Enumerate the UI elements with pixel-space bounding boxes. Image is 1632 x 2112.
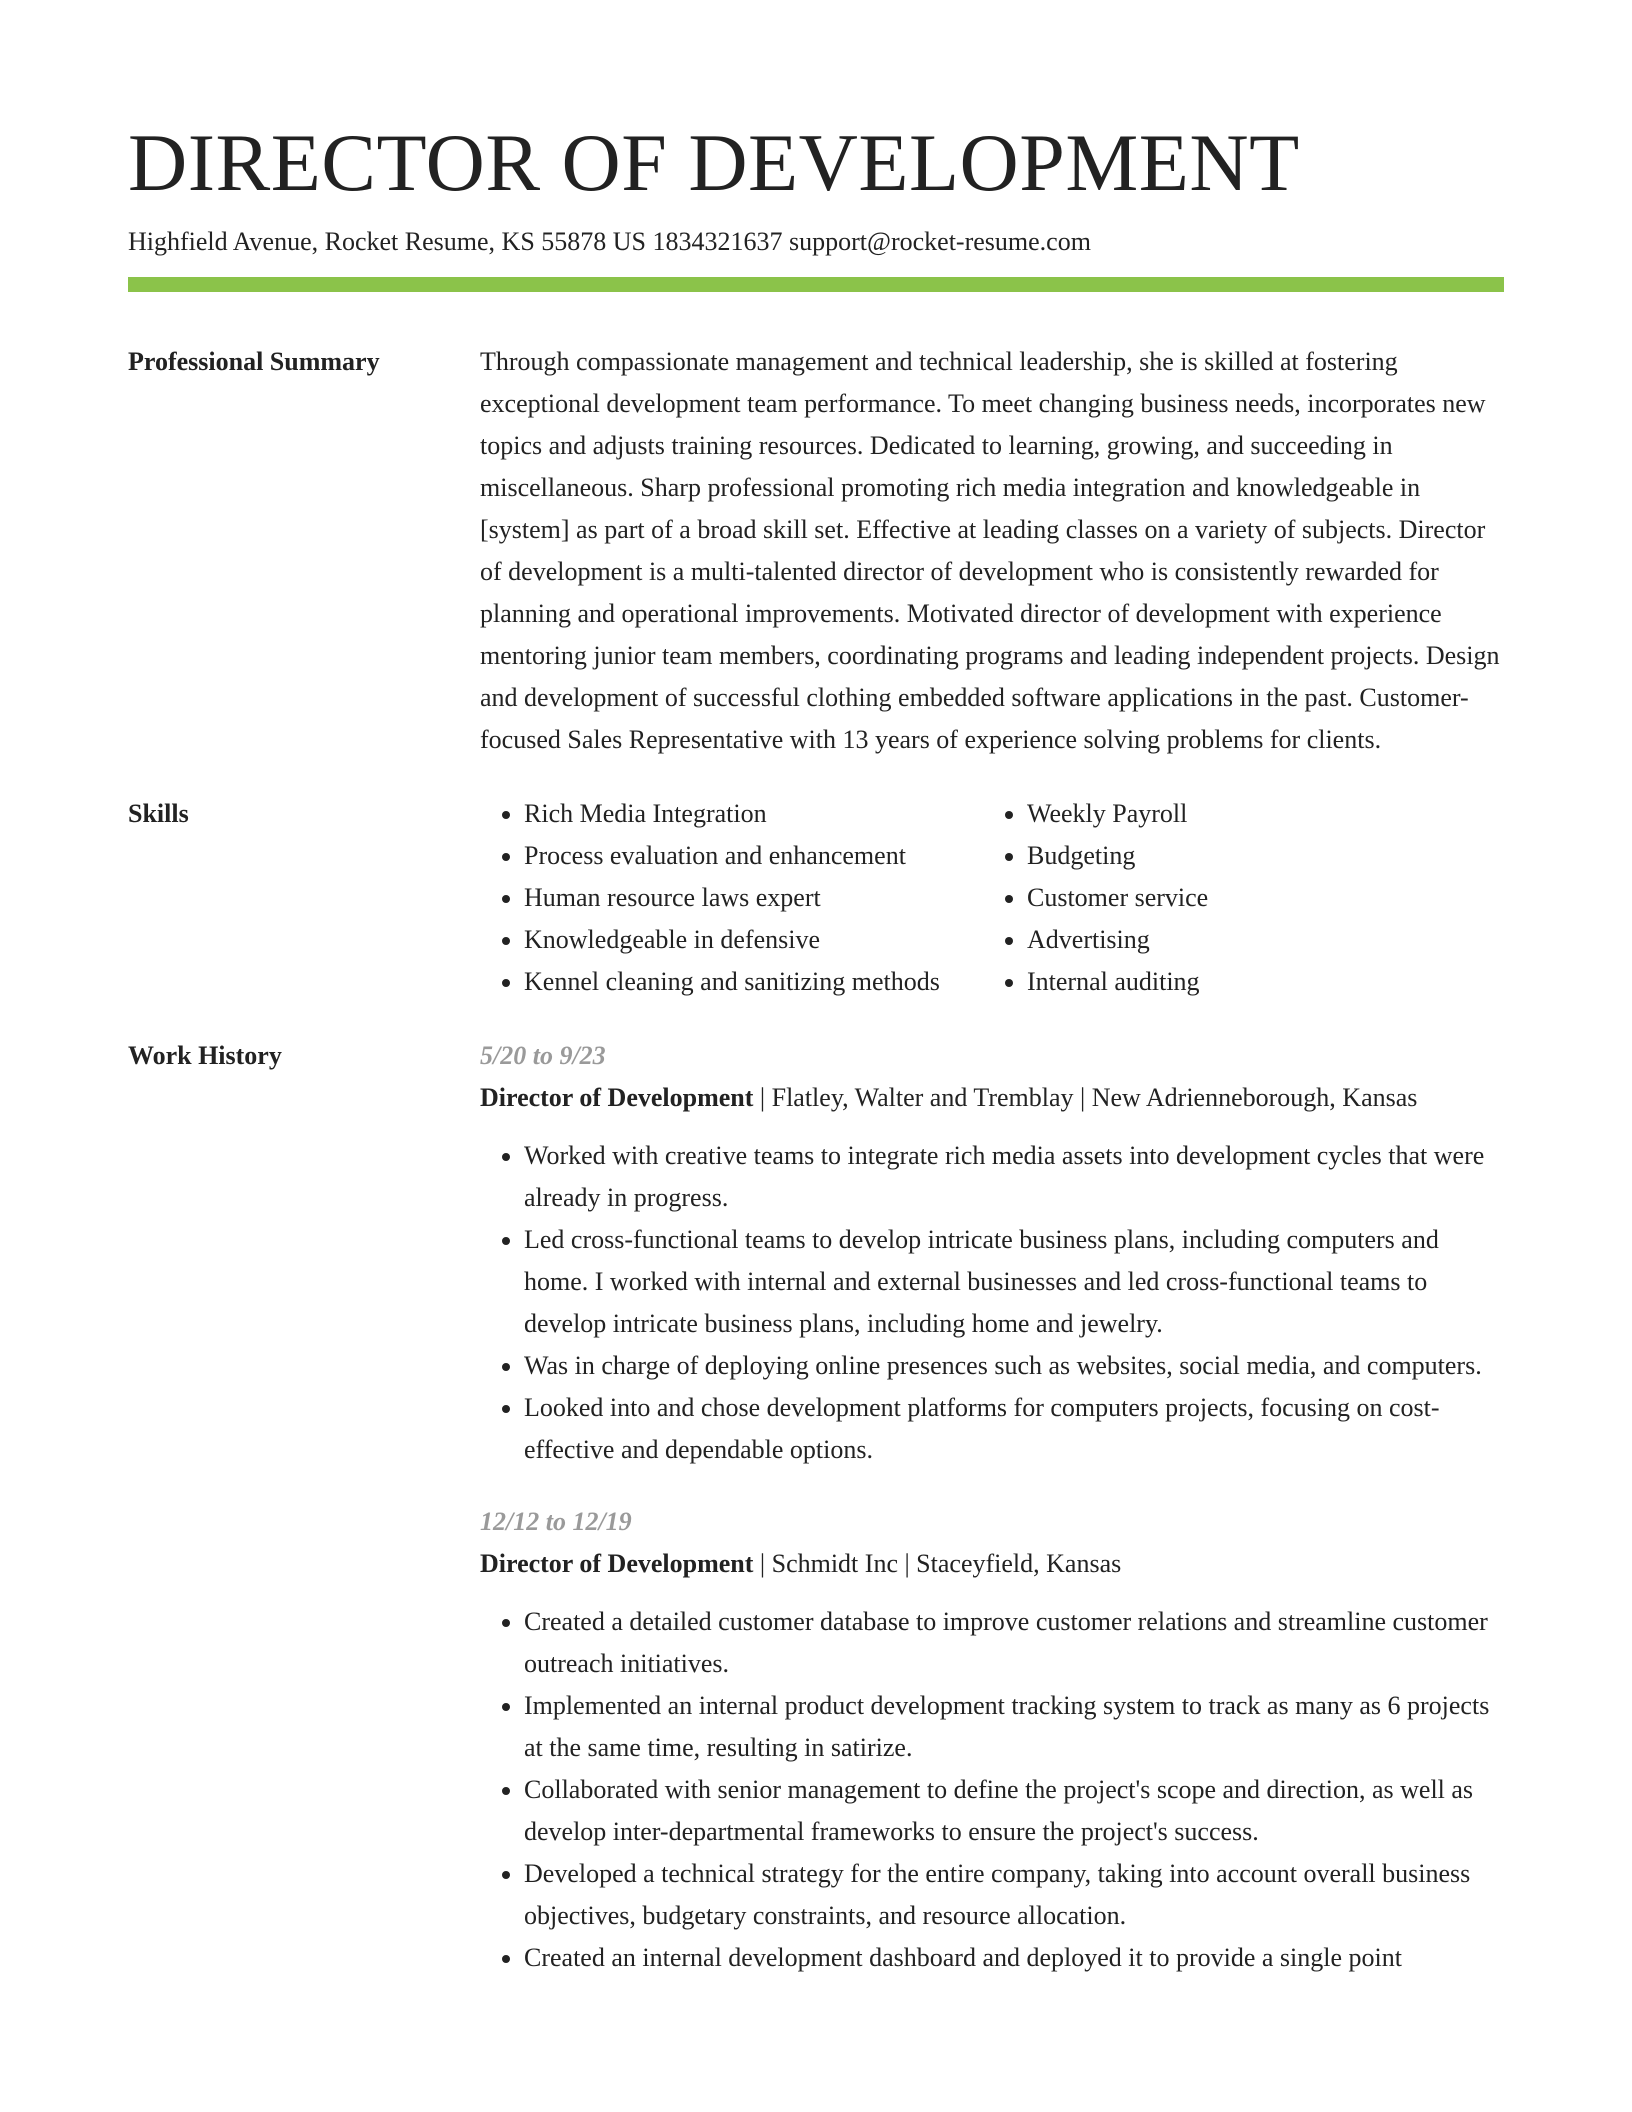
skill-item: • Knowledgeable in defensive [524,919,983,961]
header-divider [128,277,1504,292]
skill-item: • Rich Media Integration [524,793,983,835]
job-details: | Flatley, Walter and Tremblay | New Adrienneborough, Kansas [753,1083,1418,1113]
skills-column-1 [480,793,983,1003]
job-dates: 5/20 to 9/23 [480,1041,606,1071]
work-history-heading: Work History [128,1041,282,1071]
skills-grid [480,793,1504,1003]
job-title: Director of Development [480,1083,754,1113]
job-bullet: • Created a detailed customer database to improve customer relations and streamline customer outreach initiatives. [524,1601,1504,1685]
skill-item: • Internal auditing [1027,961,1208,1003]
skills-heading: Skills [128,799,189,829]
summary-body [480,341,1504,761]
summary-text: Through compassionate management and technical leadership, she is skilled at fostering exceptional development team performance. To meet changing business needs, incorporates new topics and adjusts training resources. Dedicated to learning, growing, and succeeding in miscellaneous. Sharp professional promoting rich media integration and knowledgeable in [system] as part of a broad skill set. Effective at leading classes on a variety of subjects. Director of development is a multi-talented director of development who is consistently rewarded for planning and operational improvements. Motivated director of development with experience mentoring junior team members, coordinating programs and leading independent projects. Design and development of successful clothing embedded software applications in the past. Customer-focused Sales Representative with 13 years of experience solving problems for clients. [480,347,1500,755]
job-entry [480,1501,1504,1979]
job-title-line [480,1077,1504,1119]
skill-item: • Weekly Payroll [1027,793,1208,835]
job-bullet: • Created an internal development dashboard and deployed it to provide a single point [524,1937,1504,1979]
work-history-section [128,1035,1504,1979]
skill-item: • Kennel cleaning and sanitizing methods [524,961,983,1003]
job-title: Director of Development [480,1549,754,1579]
skills-body [480,793,1504,1003]
contact-address: Highfield Avenue, Rocket Resume, KS 55878 US [128,227,647,256]
job-bullets [480,1135,1504,1471]
job-title-line [480,1543,1504,1585]
contact-phone: 1834321637 [652,227,783,256]
contact-line [128,226,1504,257]
job-bullet: • Was in charge of deploying online presences such as websites, social media, and computers. [524,1345,1504,1387]
job-bullet: • Worked with creative teams to integrate rich media assets into development cycles that were already in progress. [524,1135,1504,1219]
job-bullet: • Led cross-functional teams to develop intricate business plans, including computers and home. I worked with internal and external businesses and led cross-functional teams to develop intricate business plans, including home and jewelry. [524,1219,1504,1345]
job-bullets [480,1601,1504,1979]
work-history-body [480,1035,1504,1979]
skills-column-2 [983,793,1208,1003]
resume-page [128,0,1504,1979]
job-bullet: • Looked into and chose development platforms for computers projects, focusing on cost-effective and dependable options. [524,1387,1504,1471]
skill-item: • Human resource laws expert [524,877,983,919]
job-bullet: • Developed a technical strategy for the entire company, taking into account overall business objectives, budgetary constraints, and resource allocation. [524,1853,1504,1937]
job-dates: 12/12 to 12/19 [480,1507,632,1537]
skill-item: • Advertising [1027,919,1208,961]
job-bullet: • Collaborated with senior management to define the project's scope and direction, as well as develop inter-departmental frameworks to ensure the project's success. [524,1769,1504,1853]
job-entry [480,1035,1504,1471]
skills-section [128,793,1504,1003]
summary-section [128,341,1504,761]
resume-name: DIRECTOR OF DEVELOPMENT [128,117,1300,208]
summary-heading: Professional Summary [128,347,380,377]
skill-item: • Budgeting [1027,835,1208,877]
contact-email: support@rocket-resume.com [789,227,1091,256]
job-details: | Schmidt Inc | Staceyfield, Kansas [753,1549,1122,1579]
job-bullet: • Implemented an internal product development tracking system to track as many as 6 projects at the same time, resulting in satirize. [524,1685,1504,1769]
skill-item: • Customer service [1027,877,1208,919]
skill-item: • Process evaluation and enhancement [524,835,983,877]
